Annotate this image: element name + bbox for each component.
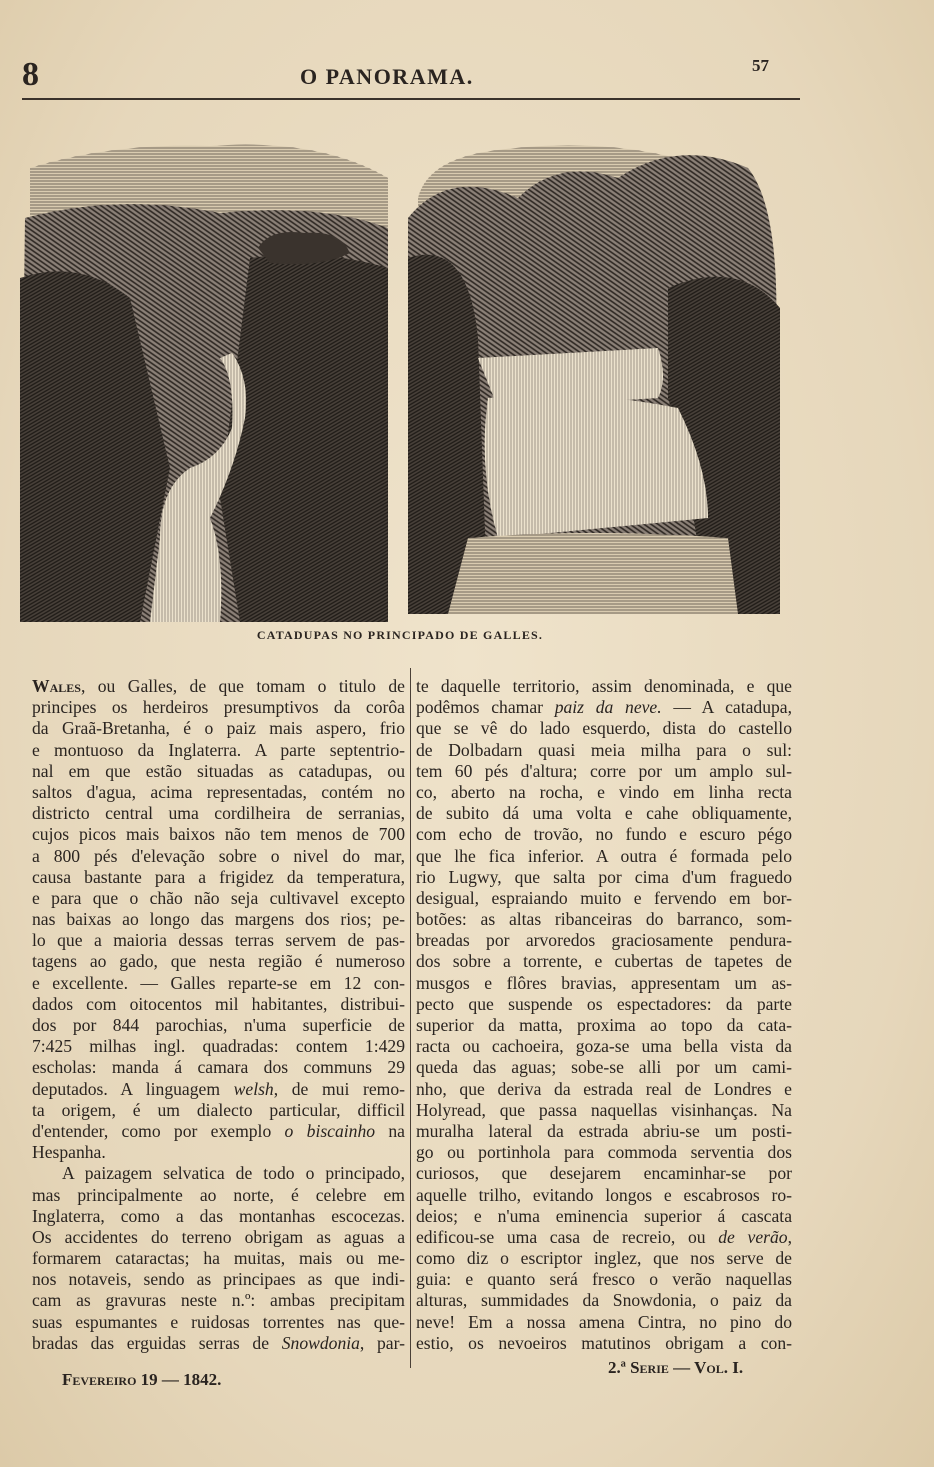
text-line: Hespanha. xyxy=(32,1142,106,1163)
text-line: neve! Em a nossa amena Cintra, no pino do xyxy=(416,1311,792,1332)
text-segment: deputados. A linguagem xyxy=(32,1078,234,1099)
text-segment: , ou Galles, de que tomam o titulo de xyxy=(80,676,405,696)
text-line: causa bastante para a frigidez da temperatura, xyxy=(32,866,405,887)
text-line xyxy=(32,676,405,697)
text-line: escholas: manda á camara dos communs 29 xyxy=(32,1057,405,1078)
text-line xyxy=(416,697,792,718)
text-line: cam as gravuras neste n.º: ambas precipitam xyxy=(32,1290,405,1311)
column-rule xyxy=(410,668,411,1368)
text-segment: podêmos chamar xyxy=(416,697,555,718)
text-line: go ou portinhola para commoda serventia dos xyxy=(416,1142,792,1163)
text-line: pecto que suspende os espectadores: da parte xyxy=(416,993,792,1014)
text-line: dos por 844 parochias, n'uma superficie de xyxy=(32,1015,405,1035)
page-number-right: 57 xyxy=(752,56,769,75)
italic-text: welsh xyxy=(233,1078,274,1099)
page-number-left: 8 xyxy=(22,56,39,93)
article-column-right xyxy=(416,676,792,1354)
text-line: saltos d'agua, acima representadas, contém no xyxy=(32,781,405,802)
text-line: deios; e n'uma eminencia superior á cascata xyxy=(416,1205,792,1226)
text-segment: edificou-se uma casa de recreio, ou xyxy=(416,1226,719,1247)
text-segment: , xyxy=(787,1226,792,1247)
text-segment: , par- xyxy=(359,1332,405,1353)
text-segment: , de mui remo- xyxy=(273,1078,405,1099)
lower-cascade xyxy=(485,395,708,538)
text-line: racta ou cachoeira, goza-se uma bella vista da xyxy=(416,1036,792,1057)
text-line: suas espumantes e ruidosas torrentes nas que- xyxy=(32,1311,405,1332)
text-line: curiosos, que desejarem encaminhar-se por xyxy=(416,1163,792,1184)
text-line: alturas, summidades da Snowdonia, o paiz da xyxy=(416,1290,792,1311)
italic-text: de verão xyxy=(718,1226,788,1247)
text-line: tagens ao gado, que nesta região é numeroso xyxy=(32,951,405,972)
text-line: botões: as altas ribanceiras do barranco, som- xyxy=(416,909,792,930)
right-waterfall-engraving xyxy=(408,138,780,614)
text-line: muralha lateral da estrada abriu-se um posti- xyxy=(416,1120,792,1141)
text-segment: d'entender, como por exemplo xyxy=(32,1120,285,1141)
text-line: de Dolbadarn quasi meia milha para o sul: xyxy=(416,739,792,760)
text-line: dados com oitocentos mil habitantes, distribui- xyxy=(32,993,405,1014)
text-line xyxy=(416,1227,792,1248)
drop-word: Wales xyxy=(32,676,81,696)
text-line xyxy=(32,1121,405,1142)
article-column-left xyxy=(32,676,405,1354)
illustration-caption: CATADUPAS NO PRINCIPADO DE GALLES. xyxy=(256,628,544,642)
text-line: A paizagem selvatica de todo o principado, xyxy=(62,1163,405,1184)
text-line: a 800 pés d'elevação sobre o nivel do mar, xyxy=(32,845,405,866)
text-line: lo que a maioria dessas terras servem de pas- xyxy=(32,930,405,951)
text-line: co, aberto na rocha, e vindo em linha recta xyxy=(416,781,792,802)
text-line: breadas por arvoredos graciosamente pendura- xyxy=(416,930,792,951)
text-line: e excellente. — Galles reparte-se em 12 con- xyxy=(32,972,405,993)
text-line: nos notaveis, sendo as principaes as que indi- xyxy=(32,1269,405,1290)
text-line: principes os herdeiros presumptivos da corôa xyxy=(32,697,405,718)
text-line xyxy=(32,1333,405,1354)
text-line: mas principalmente ao norte, é celebre em xyxy=(32,1184,405,1205)
text-segment: bradas das erguidas serras de xyxy=(32,1332,282,1353)
text-line: e montuoso da Inglaterra. A parte septentrio- xyxy=(32,739,405,760)
series-volume: 2.ª Serie — Vol. I. xyxy=(608,1358,744,1377)
italic-text: Snowdonia xyxy=(281,1332,360,1353)
text-line: 7:425 milhas ingl. quadradas: contem 1:429 xyxy=(32,1036,405,1057)
text-line: superior da matta, proxima ao topo da cata- xyxy=(416,1015,792,1035)
masthead-title: O PANORAMA. xyxy=(300,64,474,89)
text-line: Os accidentes do terreno obrigam as aguas a xyxy=(32,1226,405,1247)
text-line: de subito dá uma volta e cahe obliquamente, xyxy=(416,803,792,824)
text-line: guia: e quanto será fresco o verão naquellas xyxy=(416,1269,792,1290)
text-line: estio, os nevoeiros matutinos obrigam a con- xyxy=(416,1332,792,1353)
text-line: nas baixas ao longo das margens dos rios; pe- xyxy=(32,909,405,930)
text-line: rio Lugwy, que salta por cima d'um fraguedo xyxy=(416,866,792,887)
issue-date: Fevereiro 19 — 1842. xyxy=(62,1370,222,1389)
text-line: dos sobre a torrente, e cubertas de tapetes de xyxy=(416,951,792,972)
pool-foreground xyxy=(448,533,738,614)
text-line: nho, que deriva da estrada real de Londres e xyxy=(416,1078,792,1099)
text-line xyxy=(32,1079,405,1100)
text-line: como diz o escriptor inglez, que nos serve de xyxy=(416,1248,792,1269)
right-rock-shadow xyxy=(220,255,388,622)
text-line: da Graã-Bretanha, é o paiz mais aspero, frio xyxy=(32,718,405,739)
left-waterfall-engraving xyxy=(20,138,390,622)
text-line: que lhe fica inferior. A outra é formada pelo xyxy=(416,845,792,866)
italic-text: paiz da neve. xyxy=(554,697,662,718)
header-rule xyxy=(22,98,800,100)
text-line: com echo de trovão, no fundo e escuro pégo xyxy=(416,824,792,845)
text-line: Holyread, que passa naquellas visinhanças. Na xyxy=(416,1099,792,1120)
italic-text: o biscainho xyxy=(284,1120,376,1141)
text-line: e para que o chão não seja cultivavel excepto xyxy=(32,887,405,908)
text-line: queda das aguas; sobe-se alli por um cami- xyxy=(416,1057,792,1078)
text-line: te daquelle territorio, assim denominada, e que xyxy=(416,676,792,696)
text-line: Inglaterra, como a das montanhas escocezas. xyxy=(32,1205,405,1226)
text-segment: na xyxy=(375,1120,405,1141)
text-line: cujos picos mais baixos não tem menos de 700 xyxy=(32,824,405,845)
text-line: ta origem, é um dialecto particular, difficil xyxy=(32,1099,405,1120)
text-line: que se vê do lado esquerdo, dista do castello xyxy=(416,718,792,739)
text-line: districto central uma cordilheira de serranias, xyxy=(32,803,405,824)
text-line: aquelle trilho, evitando longos e escabrosos ro- xyxy=(416,1184,792,1205)
text-line: tem 60 pés d'altura; corre por um amplo sul- xyxy=(416,760,792,781)
text-line: nal em que estão situadas as catadupas, ou xyxy=(32,760,405,781)
text-segment: — A catadupa, xyxy=(661,697,793,718)
text-line: formarem cataractas; ha muitas, mais ou me- xyxy=(32,1248,405,1269)
text-line: desigual, espraiando muito e fervendo em bor- xyxy=(416,887,792,908)
text-line: musgos e flôres bravias, appresentam um as- xyxy=(416,972,792,993)
